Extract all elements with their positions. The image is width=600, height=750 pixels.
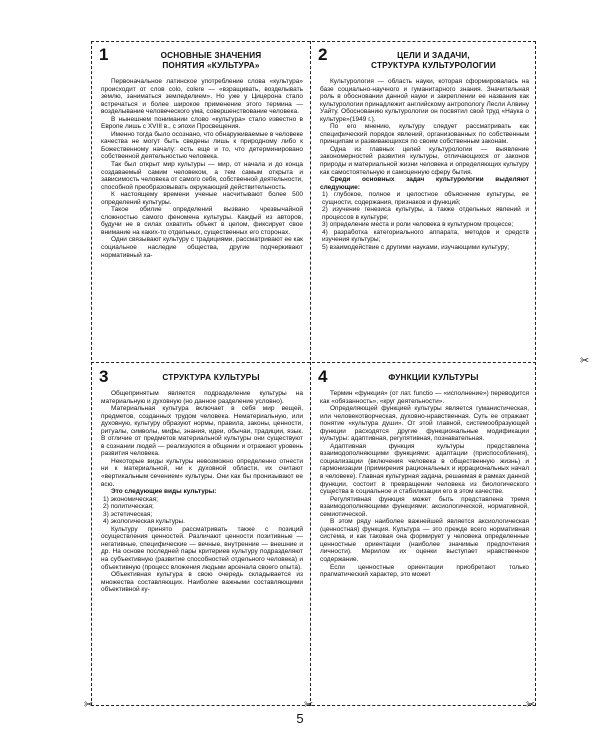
paragraph: Адаптивная функция культуры представлена взаимодополняющими функциями: адаптации (приспособления), социализации (включения человека в общественную жизнь) и гармонизации (примирения рациональных и иррациональных начал в человеке). Главная культурная задача, решаемая в рамках данной функции, состоит в превращении человека из биологического существа в социальное и стабилизации его в этом качестве. [320,442,529,496]
card-functions [314,366,533,702]
list-item: 4) разработка категориального аппарата, методов и средств изучения культуры; [322,228,529,244]
vertical-cut-line [310,41,311,706]
list-item: 4) экологическая культуры. [103,518,185,526]
paragraph: Первоначальное латинское употребление слова «культура» происходит от слов colo, colere — «взращивать, возделывать землю, заниматься земледелием». Но уже у Цицерона стало встречаться и более широкое применение этого термина — возделывание человеческого ума, совершенствование человека. [101,78,303,116]
paragraph: Такое обилие определений вызвано чрезвычайной сложностью самого феномена культуры. Каждый из авторов, будучи не в силах охватить объект в целом, фиксирует свое внимание на каких-то отдельных, существенных его сторонах. [101,206,303,236]
card-body [314,78,533,252]
list-item: 1) глубокое, полное и целостное объяснение культуры, ее сущности, содержания, признаков и функций; [322,191,529,206]
paragraph: Одни связывают культуру с традициями, рассматривают ее как социальное наследие общества, другие подчеркивают нормативный ха- [101,236,303,259]
card-goals-tasks [314,44,533,358]
list-item: 3) эстетическая; [103,510,153,518]
paragraph: Культурология — область науки, которая сформировалась на базе социально-научного и гуманитарного знания. Значительная роль в обосновании данной науки и закреплении ее названия как культурологии принадлежит английскому антропологу Лесли Алвину Уайту. Обоснованию культурологии он посвятил свой труд «Наука о культуре»(1949 г.). [320,78,529,123]
paragraph: Общепринятым является подразделение культуры на материальную и духовную (но данное разделение условно). [101,390,303,405]
paragraph: Если ценностные ориентации приобретают только прагматический характер, это может [320,563,529,579]
card-title: ЦЕЛИ И ЗАДАЧИ, СТРУКТУРА КУЛЬТУРОЛОГИИ [371,51,496,70]
paragraph: В нынешнем понимании слово «культура» стало известно в Европе лишь с XVIII в., с эпохи Просвещения. [101,115,303,131]
horizontal-cut-line [91,362,536,363]
card-body [314,390,533,579]
list-item: 3) определение места и роли человека в культурном процессе; [322,221,514,229]
kinds-list [101,496,303,526]
card-body [95,78,307,259]
paragraph: Именно тогда было осознано, что обнаруживаемые в человеке качества не могут быть сведены лишь к природному либо к Божественному началу: есть еще и то, что детерминировано собственной деятельностью человека. [101,130,303,161]
card-number: 2 [318,45,328,64]
paragraph: К настоящему времени ученые насчитывают более 500 определений культуры. [101,191,303,206]
paragraph: Материальная культура включает в себя мир вещей, предметов, созданных трудом человека. Нематериальную, или духовную, культуру образуют нормы, правила, законы, ценности, ритуалы, символы, мифы, знания, идеи, обычаи, традиции, язык. В отличие от предметов материальной культуры они существуют в сознании людей — реализуются в общении и отражают уровень развития человека. [101,405,303,458]
card-title: СТРУКТУРА КУЛЬТУРЫ [162,373,260,382]
card-number: 3 [99,367,109,386]
paragraph: В этом ряду наиболее важнейшей является аксиологическая (ценностная) функция. Культура — это прежде всего нормативная система, и как таковая она формирует у человека определенные ценностные ориентации (наиболее значимые предпочтения личности). Мерилом их оценки выступает нравственное содержание. [320,518,529,564]
paragraph: Определяющей функцией культуры является гуманистическая, или человекотворческая, духовно-нравственная. Суть ее отражает понятие «культура души». От этой главной, системообразующей функции расходятся другие функциональные модификации культуры: адаптивная, регулятивная, познавательная. [320,405,529,443]
paragraph: Объективная культура в свою очередь складывается из множества составляющих. Наиболее важными составляющими объективной ку- [101,571,303,594]
card-body [95,390,307,594]
task-list [320,191,529,251]
scissors-icon: ✂ [84,699,94,711]
paragraph: Культуру принято рассматривать также с позиций осуществления ценностей. Различают ценности позитивные — негативные, специфические — вечные, внутренние — внешние и др. На основе последней пары критериев культуру подразделяют на субъективную (развитие способностей отдельного человека) и объективную (процесс вложения людьми арсенала своего опыта). [101,525,303,571]
card-structure [95,366,307,702]
list-item: 5) взаимодействие с другими науками, изучающими культуру; [322,244,510,252]
paragraph: Так был открыт мир культуры — мир, от начала и до конца создаваемый самим человеком, а тем самым открыта и зависимость человека от самого себя, собственной деятельности, способной преобразовывать окружающий действительность. [101,161,303,191]
paragraph: Некоторые виды культуры невозможно определенно отнести ни к материальной, ни к духовной области, их считают «вертикальным сечением» культуры. Они как бы пронизывают ее всю. [101,457,303,488]
list-item: 2) изучение генезиса культуры, а также отдельных явлений и процессов в культуре; [322,206,529,221]
scissors-icon: ✂ [304,699,314,711]
scissors-icon: ✂ [580,355,590,367]
card-number: 4 [318,367,328,386]
list-heading: Среди основных задач культурологии выделяют следующие: [320,176,529,191]
card-title: ФУНКЦИИ КУЛЬТУРЫ [388,373,479,382]
list-heading: Это следующие виды культуры: [111,488,217,496]
card-number: 1 [99,45,109,64]
page-number: 5 [296,711,304,726]
list-item: 1) экономическая; [103,495,158,503]
card-title: ОСНОВНЫЕ ЗНАЧЕНИЯ ПОНЯТИЯ «КУЛЬТУРА» [160,51,262,70]
card-basic-meanings [95,44,307,358]
paragraph: Регулятивная функция может быть представлена тремя взаимодополняющими функциями: аксиологической, нормативной, семиотической. [320,495,529,518]
paragraph: Одна из главных целей культурологии — выявление закономерностей развития культуры, отличающихся от законов природы и материальной жизни человека и определяющих культуру как самостоятельную и самоценную сферу бытия. [320,145,529,176]
list-item: 2) политическая; [103,503,154,511]
paragraph: Термин «функция» (от лат. functio — «исполнение») переводится как «обязанность», «круг деятельности». [320,390,529,405]
scissors-icon: ✂ [526,699,536,711]
paragraph: По его мнению, культуру следует рассматривать как специфический порядок явлений, организованных по собственным принципам и развивающихся по своим собственным законам. [320,123,529,146]
